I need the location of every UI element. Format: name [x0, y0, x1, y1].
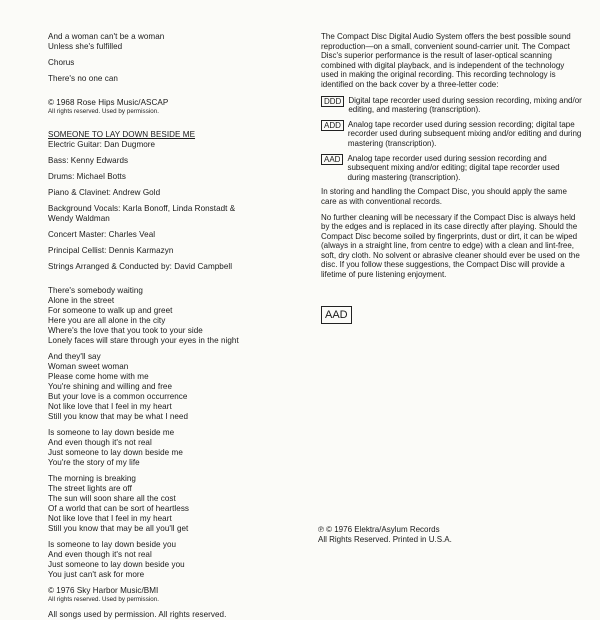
lyric-line: Just someone to lay down beside you: [48, 560, 185, 569]
credit-line: Bass: Kenny Edwards: [48, 156, 129, 165]
lyric-line: Still you know that may be what I need: [48, 412, 189, 421]
stanza: [48, 428, 303, 468]
lyric-line: Not like love that I feel in my heart: [48, 514, 172, 523]
credit-line: Strings Arranged & Conducted by: David Campbell: [48, 262, 233, 271]
credit-line: Background Vocals: Karla Bonoff, Linda Ronstadt &: [48, 204, 236, 213]
code-description: Analog tape recorder used during session recording; digital tape recorder used during subsequent mixing and/or editing and during mastering (transcription).: [347, 119, 582, 148]
lyric-line: Not like love that I feel in my heart: [48, 402, 172, 411]
lyric-line: You're shining and willing and free: [48, 382, 173, 391]
lyric-line: The sun will soon share all the cost: [48, 494, 176, 503]
credit-line: Drums: Michael Botts: [48, 172, 126, 181]
lyric-line: But your love is a common occurrence: [48, 392, 188, 401]
lyric-line: And even though it's not real: [48, 550, 152, 559]
stanza: [48, 474, 303, 534]
lyric-line: There's somebody waiting: [48, 286, 143, 295]
code-description: Digital tape recorder used during session recording, mixing and/or editing, and mastering (transcription).: [348, 95, 582, 115]
code-badge: AAD: [321, 154, 343, 165]
credit-line: Principal Cellist: Dennis Karmazyn: [48, 246, 174, 255]
lyric-line: Still you know that may be all you'll get: [48, 524, 189, 533]
stanza: [48, 352, 303, 422]
lyric-line: Just someone to lay down beside me: [48, 448, 183, 457]
lyric-line: There's no one can: [48, 74, 118, 83]
lyric-line: For someone to walk up and greet: [48, 306, 173, 315]
lyric-line: Unless she's fulfilled: [48, 42, 123, 51]
lyric-line: Lonely faces will stare through your eyes in the night: [48, 336, 239, 345]
chorus-label: Chorus: [48, 58, 75, 67]
lyric-line: You just can't ask for more: [48, 570, 145, 579]
storing-paragraph: In storing and handling the Compact Disc, you should apply the same care as with conventional records.: [321, 187, 567, 206]
credit-line: Piano & Clavinet: Andrew Gold: [48, 188, 161, 197]
cleaning-paragraph: No further cleaning will be necessary if the Compact Disc is always held by the edges and is replaced in its case directly after playing. Should the Compact Disc become soiled by fingerprints, dust or dirt, it can be wiped (always in a straight line, from centre to edge) with a clean and lint-free, soft, dry cloth. No solvent or abrasive cleaner should ever be used on the disc. If you follow these suggestions, the Compact Disc will provide a lifetime of pure listening enjoyment.: [321, 212, 580, 280]
code-badge: DDD: [321, 96, 344, 107]
lyrics-column: [48, 32, 303, 620]
song-title: SOMEONE TO LAY DOWN BESIDE ME: [48, 130, 196, 139]
rights-notice: All rights reserved. Used by permission.: [48, 108, 160, 115]
compact-disc-info-column: [321, 32, 583, 324]
copyright-notice: © 1976 Sky Harbor Music/BMI: [48, 586, 159, 595]
credit-line: Electric Guitar: Dan Dugmore: [48, 140, 156, 149]
lyric-line: You're the story of my life: [48, 458, 140, 467]
credit-line: Wendy Waldman: [48, 214, 110, 223]
lyric-line: Of a world that can be sort of heartless: [48, 504, 190, 513]
recording-code-aad: [321, 154, 583, 183]
lyric-line: Woman sweet woman: [48, 362, 129, 371]
stanza: [48, 286, 303, 346]
lyric-line: Please come home with me: [48, 372, 149, 381]
lyric-line: And they'll say: [48, 352, 101, 361]
code-badge: ADD: [321, 120, 344, 131]
lyric-line: Here you are all alone in the city: [48, 316, 166, 325]
recording-code-add: [321, 120, 583, 149]
label-rights: All Rights Reserved. Printed in U.S.A.: [318, 535, 452, 544]
lyric-line: Alone in the street: [48, 296, 115, 305]
lyric-line: The morning is breaking: [48, 474, 136, 483]
lyric-line: Is someone to lay down beside me: [48, 428, 175, 437]
lyric-line: Where's the love that you took to your side: [48, 326, 203, 335]
lyric-line: The street lights are off: [48, 484, 132, 493]
code-description: Analog tape recorder used during session recording and subsequent mixing and/or editing; digital tape recorder used during mastering (transcription).: [347, 153, 560, 182]
stanza: [48, 540, 303, 580]
label-copyright-block: [318, 525, 452, 545]
lyric-line: And a woman can't be a woman: [48, 32, 165, 41]
copyright-notice: © 1968 Rose Hips Music/ASCAP: [48, 98, 169, 107]
recording-code-ddd: [321, 96, 583, 115]
credit-line: Concert Master: Charles Veal: [48, 230, 156, 239]
aad-logo: AAD: [321, 306, 352, 324]
cd-intro-paragraph: The Compact Disc Digital Audio System offers the best possible sound reproduction—on a small, convenient sound-carrier unit. The Compact Disc's superior performance is the result of laser-optical scanning combined with digital playback, and is independent of the technology used in making the original recording. This recording technology is identified on the back cover by a three-letter code:: [321, 32, 571, 89]
label-copyright: ℗ © 1976 Elektra/Asylum Records: [318, 525, 440, 534]
lyric-line: And even though it's not real: [48, 438, 152, 447]
rights-notice: All rights reserved. Used by permission.: [48, 596, 160, 603]
permission-notice: All songs used by permission. All rights reserved.: [48, 610, 227, 619]
lyric-line: Is someone to lay down beside you: [48, 540, 177, 549]
